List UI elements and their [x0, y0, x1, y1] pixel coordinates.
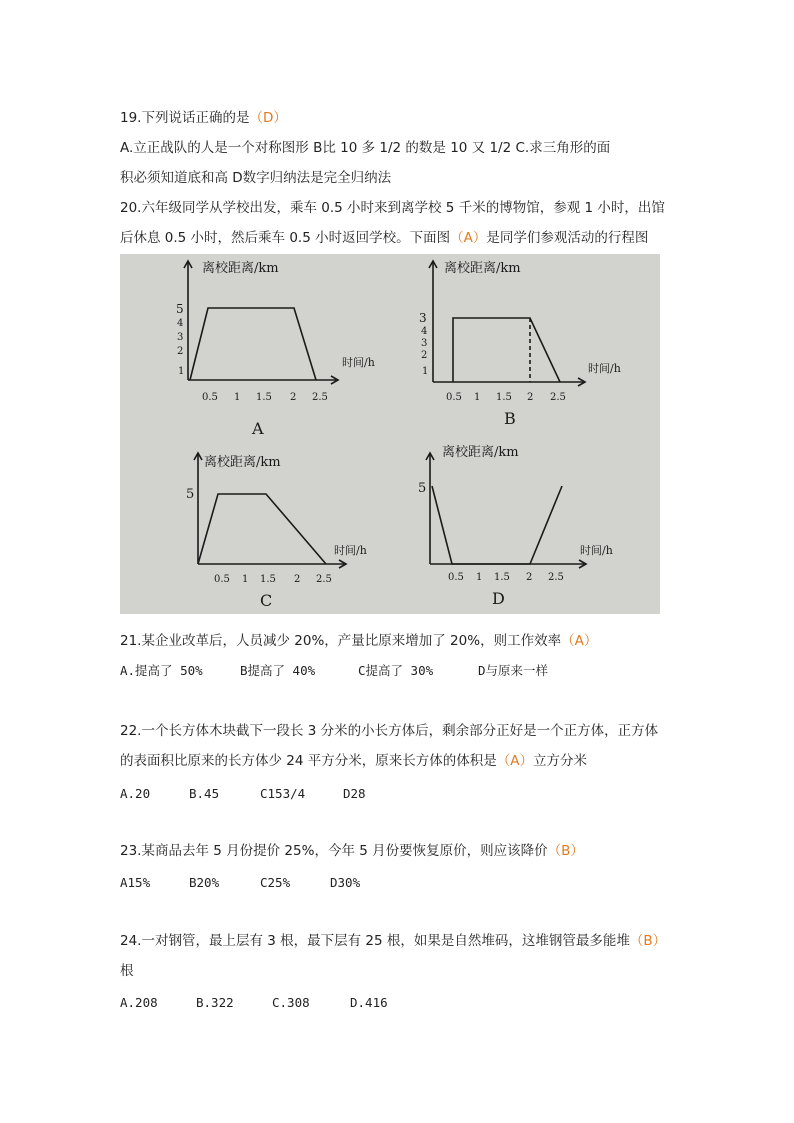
q22-option-d: D28	[343, 786, 366, 801]
graph-d-y-label: 离校距离/km	[442, 445, 519, 460]
graph-a-xtick-4: 2	[290, 392, 297, 403]
graph-b-ytick-1: 3	[419, 311, 427, 325]
graph-a-y-label: 离校距离/km	[202, 261, 279, 276]
graph-b-xtick-4: 2	[527, 392, 534, 403]
graph-c-line	[198, 494, 326, 564]
q20-stem-line1: 20.六年级同学从学校出发，乘车 0.5 小时来到离学校 5 千米的博物馆，参观 1 小时，出馆	[120, 200, 665, 216]
q21-option-c: C提高了 30%	[358, 663, 434, 678]
q24-option-b: B.322	[196, 995, 234, 1010]
q19-options-line2: 积必须知道底和高 D数字归纳法是完全归纳法	[120, 170, 392, 186]
graph-a-line	[190, 308, 316, 380]
graph-d-ytick-1: 5	[418, 481, 427, 496]
q23-option-d: D30%	[330, 875, 361, 890]
graph-c-xtick-5: 2.5	[316, 574, 332, 585]
q22-option-a: A.20	[120, 786, 151, 801]
graph-b-xtick-5: 2.5	[550, 392, 566, 403]
q24-answer: （B）	[629, 933, 667, 949]
graph-b-xtick-3: 1.5	[496, 392, 512, 403]
q22-stem-post: 立方分米	[533, 753, 588, 769]
q19-stem	[120, 109, 287, 127]
graph-a-xtick-5: 2.5	[312, 392, 328, 403]
graph-d	[426, 453, 586, 568]
q21-stem	[120, 632, 597, 650]
graph-c-xtick-2: 1	[242, 574, 249, 585]
q24-option-c: C.308	[272, 995, 310, 1010]
q22-stem-line2	[120, 752, 587, 770]
graph-c-y-label: 离校距离/km	[204, 455, 281, 470]
graph-a-label: A	[252, 419, 264, 438]
graph-d-line	[432, 486, 562, 564]
q22-stem-line1: 22.一个长方体木块截下一段长 3 分米的小长方体后，剩余部分正好是一个正方体，正方体	[120, 723, 659, 739]
graph-d-x-label: 时间/h	[580, 544, 613, 557]
graph-a-ytick-1: 5	[176, 302, 184, 316]
graph-d-xtick-5: 2.5	[548, 572, 564, 583]
q23-option-a: A15%	[120, 875, 151, 890]
q22-option-b: B.45	[189, 786, 220, 801]
graph-c-xtick-1: 0.5	[214, 574, 230, 585]
q22-answer: （A）	[496, 753, 534, 769]
graph-b-ytick-3: 3	[421, 338, 428, 349]
q23-stem	[120, 842, 584, 860]
graph-d-xtick-2: 1	[476, 572, 483, 583]
q21-answer: （A）	[561, 633, 598, 649]
graph-b-x-label: 时间/h	[588, 362, 621, 375]
graph-c-label: C	[260, 591, 273, 610]
graph-d-xtick-4: 2	[526, 572, 533, 583]
q19-options-line1: A.立正战队的人是一个对称图形 B比 10 多 1/2 的数是 10 又 1/2 C.求三角形的面	[120, 140, 611, 156]
graph-a-ytick-4: 2	[177, 346, 184, 357]
graph-b-ytick-5: 1	[422, 366, 429, 377]
q20-stem-pre: 后休息 0.5 小时，然后乘车 0.5 小时返回学校。下面图	[120, 230, 451, 246]
graph-a-xtick-3: 1.5	[256, 392, 272, 403]
q24-option-a: A.208	[120, 995, 158, 1010]
graph-c	[194, 453, 346, 568]
q20-graphs-photo	[120, 254, 660, 614]
graph-a-xtick-1: 0.5	[202, 392, 218, 403]
q24-option-d: D.416	[350, 995, 388, 1010]
graph-a-ytick-2: 4	[177, 318, 184, 329]
q19-answer: （D）	[249, 110, 287, 126]
graph-a-x-label: 时间/h	[342, 356, 375, 369]
graph-a-ytick-5: 1	[178, 366, 185, 377]
graph-b-xtick-1: 0.5	[446, 392, 462, 403]
q23-option-c: C25%	[260, 875, 291, 890]
q21-option-d: D与原来一样	[478, 663, 549, 678]
graph-d-xtick-3: 1.5	[494, 572, 510, 583]
graph-b-label: B	[504, 409, 516, 428]
q20-answer: （A）	[450, 230, 487, 246]
q24-stem-pre: 24.一对钢管，最上层有 3 根，最下层有 25 根，如果是自然堆码，这堆钢管最多能堆	[120, 933, 630, 949]
q21-option-a: A.提高了 50%	[120, 663, 203, 678]
q22-stem-pre: 的表面积比原来的长方体少 24 平方分米，原来长方体的体积是	[120, 753, 497, 769]
graph-b-line	[453, 318, 560, 382]
graph-c-x-label: 时间/h	[334, 544, 367, 557]
graph-b-xtick-2: 1	[474, 392, 481, 403]
q19-stem-text: 19.下列说话正确的是	[120, 110, 250, 126]
q21-option-b: B提高了 40%	[240, 663, 316, 678]
q23-option-b: B20%	[189, 875, 220, 890]
graph-a-xtick-2: 1	[234, 392, 241, 403]
graph-b-ytick-4: 2	[421, 350, 428, 361]
q23-stem-text: 23.某商品去年 5 月份提价 25%，今年 5 月份要恢复原价，则应该降价	[120, 843, 548, 859]
q23-answer: （B）	[547, 843, 584, 859]
graph-a-ytick-3: 3	[177, 332, 184, 343]
q20-stem-line2	[120, 229, 648, 247]
graph-b	[429, 261, 585, 386]
q24-stem-line1	[120, 932, 666, 950]
q20-stem-post: 是同学们参观活动的行程图	[486, 230, 649, 246]
graph-b-ytick-2: 4	[421, 326, 428, 337]
q24-stem-line2: 根	[120, 963, 134, 979]
graph-c-xtick-3: 1.5	[260, 574, 276, 585]
q22-option-c: C153/4	[260, 786, 306, 801]
graph-b-y-label: 离校距离/km	[444, 261, 521, 276]
graph-c-ytick-1: 5	[186, 487, 195, 502]
graph-d-label: D	[492, 589, 505, 608]
graph-c-xtick-4: 2	[294, 574, 301, 585]
graph-d-xtick-1: 0.5	[448, 572, 464, 583]
q20-graphs-svg	[120, 254, 660, 614]
graph-a	[184, 261, 338, 384]
q21-stem-text: 21.某企业改革后，人员减少 20%，产量比原来增加了 20%，则工作效率	[120, 633, 562, 649]
